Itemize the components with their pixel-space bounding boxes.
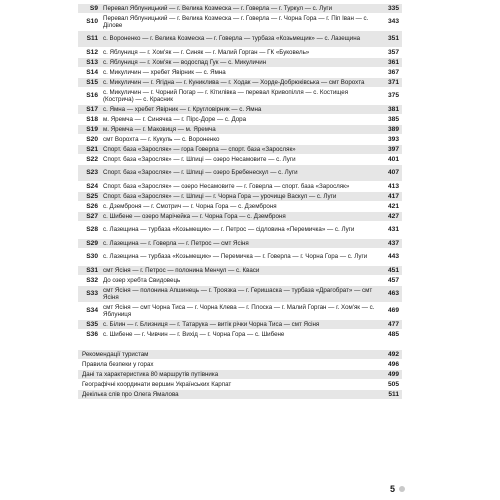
route-code: S36 (86, 330, 98, 338)
route-row[interactable] (78, 238, 402, 248)
page-ref: 431 (387, 226, 399, 234)
page-ref: 485 (387, 330, 399, 338)
route-code: S22 (86, 155, 98, 163)
route-row[interactable] (78, 265, 402, 275)
route-code: S24 (86, 182, 98, 190)
page-ref: 505 (387, 380, 399, 388)
route-code: S18 (86, 115, 98, 123)
appendix-title: Географічні координати вершин Українських Карпат (82, 380, 232, 388)
route-description: с. Микуличин — хребет Явірник — с. Ямна (103, 68, 226, 76)
route-description: с. Яблуниця — г. Хом'як — г. Синяк — г. Малий Горган — ГК «Буковель» (103, 48, 310, 56)
page-dot-icon (399, 486, 405, 492)
route-description: смт Ясіня — полонина Апшинець — г. Троязка — г. Геришаска — турбаза «Драгобрат» — смт Ясіня (103, 286, 373, 301)
appendix-title: Дані та характеристика 80 маршрутів путівника (82, 370, 219, 378)
page-ref: 463 (387, 290, 399, 298)
route-code: S11 (86, 35, 98, 43)
page-ref: 385 (387, 115, 399, 123)
route-description: Спорт. база «Заросляк» — г. Шпиці — озеро Несамовите — с. Луги (103, 155, 296, 163)
route-description: с. Лазещина — турбаза «Козьмещик» — Перемичка — г. Говерла — г. Чорна Гора — с. Луги (103, 253, 368, 261)
route-row[interactable] (78, 329, 402, 339)
route-code: S34 (86, 307, 98, 315)
appendix-row[interactable] (78, 349, 402, 359)
table-of-contents (78, 3, 402, 399)
page-ref: 407 (387, 169, 399, 177)
appendix-title: Правила безпеки у горах (82, 360, 154, 368)
page-ref: 451 (387, 266, 399, 274)
route-code: S33 (86, 290, 98, 298)
route-code: S35 (86, 320, 98, 328)
route-code: S20 (86, 135, 98, 143)
route-description: Спорт. база «Заросляк» — г. Шпиці — озеро Бребенескул — с. Луги (103, 169, 298, 177)
page-ref: 361 (387, 58, 399, 66)
route-description: м. Яремча — г. Синячка — г. Пірс-Доре — с. Дора (103, 115, 247, 123)
route-row[interactable] (78, 47, 402, 57)
route-row[interactable] (78, 77, 402, 87)
route-row[interactable] (78, 181, 402, 191)
route-code: S30 (86, 253, 98, 261)
route-code: S15 (86, 78, 98, 86)
route-row[interactable] (78, 114, 402, 124)
page-ref: 417 (387, 192, 399, 200)
page-ref: 443 (387, 253, 399, 261)
route-row[interactable] (78, 164, 402, 181)
page-ref: 421 (387, 202, 399, 210)
route-row[interactable] (78, 201, 402, 211)
appendix-row[interactable] (78, 379, 402, 389)
route-row[interactable] (78, 191, 402, 201)
route-description: смт Ясіня — г. Петрос — полонина Менчул — с. Кваси (103, 266, 260, 274)
page-ref: 381 (387, 105, 399, 113)
page-ref: 389 (387, 125, 399, 133)
route-code: S31 (86, 266, 98, 274)
route-description: Спорт. база «Заросляк» — гора Говерла — спорт. база «Заросляк» (103, 145, 296, 153)
route-row[interactable] (78, 285, 402, 302)
route-description: с. Лазещина — турбаза «Козьмещик» — г. Петрос — сідловина «Перемичка» — с. Луги (103, 226, 355, 234)
route-row[interactable] (78, 154, 402, 164)
page-ref: 477 (387, 320, 399, 328)
route-description: с. Лазещина — г. Говерла — г. Петрос — смт Ясіня (103, 239, 249, 247)
page-ref: 437 (387, 239, 399, 247)
route-code: S21 (86, 145, 98, 153)
route-description: Перевал Яблуницький — г. Велика Козмеска — г. Говерла — г. Туркул — с. Луги (103, 4, 333, 12)
route-row[interactable] (78, 319, 402, 329)
route-code: S26 (86, 202, 98, 210)
route-row[interactable] (78, 275, 402, 285)
appendix-title: Декілька слів про Олега Ямалова (82, 390, 179, 398)
route-row[interactable] (78, 3, 402, 13)
route-description: смт Ясіня — смт Чорна Тиса — г. Чорна Клева — г. Плоска — г. Малий Горган — г. Хом'як — с. Яблуниця (103, 303, 375, 318)
route-code: S10 (86, 18, 98, 26)
route-row[interactable] (78, 30, 402, 47)
route-code: S29 (86, 239, 98, 247)
route-description: с. Дземброня — г. Смотрич — г. Чорна Гора — с. Дземброня (103, 202, 277, 210)
route-description: Спорт. база «Заросляк» — г. Шпиці — г. Чорна Гора — урочище Васкул — с. Луги (103, 192, 337, 200)
page-ref: 397 (387, 145, 399, 153)
route-description: До озер хребта Свидовець (103, 276, 181, 284)
route-description: с. Шибене — г. Чивчин — г. Вихід — г. Чорна Гора — с. Шибене (103, 330, 285, 338)
route-row[interactable] (78, 104, 402, 114)
route-description: Перевал Яблуницький — г. Велика Козмеска — г. Говерла — г. Чорна Гора — г. Піп Іван — с. Ділове (103, 14, 369, 29)
page-ref: 357 (387, 48, 399, 56)
route-code: S14 (86, 68, 98, 76)
page-ref: 496 (387, 360, 399, 368)
page-ref: 427 (387, 212, 399, 220)
section-gap (78, 339, 402, 349)
page-ref: 367 (387, 68, 399, 76)
page-ref: 343 (387, 18, 399, 26)
appendix-title: Рекомендації туристам (82, 350, 149, 358)
route-row[interactable] (78, 134, 402, 144)
appendix-list (78, 349, 402, 399)
page-ref: 492 (387, 350, 399, 358)
route-row[interactable] (78, 144, 402, 154)
route-row[interactable] (78, 248, 402, 265)
page-number: 5 (390, 484, 396, 494)
route-code: S13 (86, 58, 98, 66)
route-code: S9 (89, 4, 98, 12)
route-code: S32 (86, 276, 98, 284)
route-row[interactable] (78, 87, 402, 104)
page-ref: 413 (387, 182, 399, 190)
route-code: S25 (86, 192, 98, 200)
route-description: с. Шибене — озеро Марічейка — г. Чорна Гора — с. Дземброня (103, 212, 286, 220)
route-row[interactable] (78, 57, 402, 67)
appendix-row[interactable] (78, 369, 402, 379)
route-row[interactable] (78, 302, 402, 319)
page-ref: 469 (387, 307, 399, 315)
page-ref: 511 (388, 390, 399, 398)
route-description: с. Білин — г. Близниця — г. Татарука — витік річки Чорна Тиса — смт Ясіня (103, 320, 320, 328)
page-ref: 371 (387, 78, 399, 86)
route-row[interactable] (78, 211, 402, 221)
route-description: с. Микуличин — г. Ягідна — г. Куниклива — г. Ходак — Хорде-Добрюківська — смт Ворохта (103, 78, 365, 86)
route-description: смт Ворохта — г. Кукуль — с. Вороненко (103, 135, 220, 143)
page-ref: 351 (387, 35, 399, 43)
page-ref: 401 (387, 155, 399, 163)
page-ref: 393 (387, 135, 399, 143)
route-description: с. Ямна — хребет Явірник — г. Кругловірник — с. Ямна (103, 105, 262, 113)
route-code: S28 (86, 226, 98, 234)
route-code: S16 (86, 92, 98, 100)
route-row[interactable] (78, 124, 402, 134)
route-description: м. Яремча — г. Маковиця — м. Яремча (103, 125, 216, 133)
route-code: S19 (86, 125, 98, 133)
appendix-row[interactable] (78, 359, 402, 369)
appendix-row[interactable] (78, 389, 402, 399)
route-code: S12 (86, 48, 98, 56)
page-ref: 375 (387, 92, 399, 100)
route-row[interactable] (78, 221, 402, 238)
route-code: S23 (86, 169, 98, 177)
page-ref: 499 (387, 370, 399, 378)
route-description: с. Микуличин — г. Чорний Погар — г. Кітилівка — перевал Кривопілля — с. Костищея (Костричa) — с. Красник (103, 88, 349, 103)
route-code: S17 (86, 105, 98, 113)
route-row[interactable] (78, 67, 402, 77)
route-code: S27 (86, 212, 98, 220)
page-ref: 457 (387, 276, 399, 284)
route-row[interactable] (78, 13, 402, 30)
route-description: с. Яблуниця — г. Хом'як — водоспад Гук — с. Микуличин (103, 58, 267, 66)
page-ref: 335 (387, 4, 399, 12)
route-list (78, 3, 402, 339)
route-description: с. Вороненко — г. Велика Козмеска — г. Говерла — турбаза «Козьмещик» — с. Лазещина (103, 35, 361, 43)
route-description: Спорт. база «Заросляк» — озеро Несамовите — г. Говерла — спорт. база «Заросляк» (103, 182, 350, 190)
